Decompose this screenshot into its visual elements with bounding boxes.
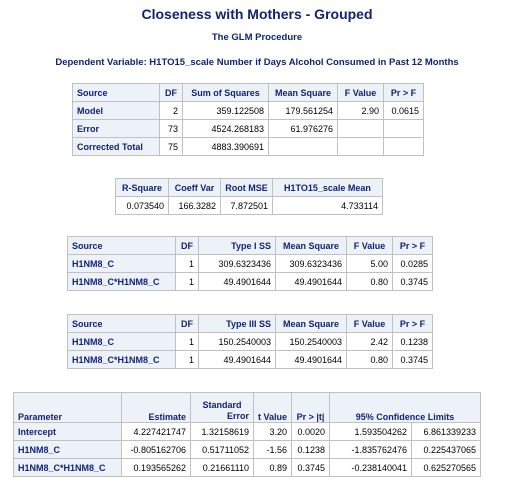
cell-p-value: 0.1238 <box>292 441 330 459</box>
cell-p-value: 0.3745 <box>292 459 330 477</box>
table-header-row <box>68 315 433 333</box>
col-header-sum-of-squares: Sum of Squares <box>183 84 269 102</box>
row-label: Intercept <box>14 423 122 441</box>
cell-p: 0.3745 <box>393 273 433 291</box>
col-header-f-value: F Value <box>338 84 384 102</box>
cell-p: 0.1238 <box>393 333 433 351</box>
cell-df: 1 <box>176 333 199 351</box>
col-header-coeff-var: Coeff Var <box>169 179 221 197</box>
table-row <box>68 351 433 369</box>
col-header-pr-t: Pr > |t| <box>292 393 330 423</box>
cell-upper-limit: 0.225437065 <box>412 441 481 459</box>
row-label: H1NM8_C*H1NM8_C <box>68 273 176 291</box>
cell-f: 5.00 <box>347 255 393 273</box>
col-header-r-square: R-Square <box>116 179 169 197</box>
cell-lower-limit: 1.593504262 <box>330 423 412 441</box>
cell-f: 0.80 <box>347 273 393 291</box>
table-row <box>14 441 481 459</box>
cell-lower-limit: -0.238140041 <box>330 459 412 477</box>
row-label: Model <box>73 102 160 120</box>
col-header-root-mse: Root MSE <box>221 179 273 197</box>
col-header-t-value: t Value <box>254 393 292 423</box>
col-header-f-value: F Value <box>347 237 393 255</box>
cell-root-mse: 7.872501 <box>221 197 273 215</box>
row-label: H1NM8_C*H1NM8_C <box>68 351 176 369</box>
cell-df: 2 <box>160 102 183 120</box>
row-label: H1NM8_C*H1NM8_C <box>14 459 122 477</box>
row-label: H1NM8_C <box>14 441 122 459</box>
cell-ss: 309.6323436 <box>199 255 276 273</box>
row-label: Error <box>73 120 160 138</box>
row-label: Corrected Total <box>73 138 160 156</box>
col-header-source: Source <box>73 84 160 102</box>
cell-ss: 4524.268183 <box>183 120 269 138</box>
table-row <box>14 423 481 441</box>
type-iii-ss-table <box>67 314 433 369</box>
table-header-row <box>73 84 424 102</box>
col-header-df: DF <box>176 315 199 333</box>
cell-standard-error: 1.32158619 <box>191 423 254 441</box>
cell-ms: 150.2540003 <box>276 333 347 351</box>
cell-ss: 150.2540003 <box>199 333 276 351</box>
cell-p: 0.0615 <box>384 102 424 120</box>
col-header-df: DF <box>176 237 199 255</box>
col-header-confidence-limits: 95% Confidence Limits <box>330 393 481 423</box>
col-header-dependent-mean: H1TO15_scale Mean <box>273 179 383 197</box>
col-header-standard-error <box>191 393 254 423</box>
cell-p: 0.0285 <box>393 255 433 273</box>
cell-r-square: 0.073540 <box>116 197 169 215</box>
col-header-pr-f: Pr > F <box>384 84 424 102</box>
table-row <box>68 255 433 273</box>
cell-p: 0.3745 <box>393 351 433 369</box>
col-header-source: Source <box>68 315 176 333</box>
cell-f <box>338 138 384 156</box>
report-title: Closeness with Mothers - Grouped <box>141 6 373 22</box>
table-row <box>68 333 433 351</box>
cell-f <box>338 120 384 138</box>
procedure-title: The GLM Procedure <box>211 32 303 43</box>
cell-ms: 309.6323436 <box>276 255 347 273</box>
cell-t-value: -1.56 <box>254 441 292 459</box>
cell-df: 73 <box>160 120 183 138</box>
col-header-mean-square: Mean Square <box>276 315 347 333</box>
table-row <box>73 120 424 138</box>
col-header-standard-error-top: Standard <box>202 400 242 410</box>
col-header-parameter: Parameter <box>14 393 122 423</box>
cell-f: 2.90 <box>338 102 384 120</box>
cell-p <box>384 120 424 138</box>
cell-standard-error: 0.21661110 <box>191 459 254 477</box>
table-row <box>73 102 424 120</box>
dependent-variable-title: Dependent Variable: H1TO15_scale Number if Days Alcohol Consumed in Past 12 Months <box>55 57 459 68</box>
cell-df: 1 <box>176 255 199 273</box>
col-header-mean-square: Mean Square <box>276 237 347 255</box>
col-header-type-iii-ss: Type III SS <box>199 315 276 333</box>
cell-ms <box>269 138 338 156</box>
cell-upper-limit: 0.625270565 <box>412 459 481 477</box>
cell-ss: 49.4901644 <box>199 351 276 369</box>
fit-statistics-table <box>115 178 383 215</box>
cell-p <box>384 138 424 156</box>
anova-table <box>72 83 424 156</box>
cell-ms: 179.561254 <box>269 102 338 120</box>
parameter-estimates-table <box>13 392 481 477</box>
col-header-pr-f: Pr > F <box>393 237 433 255</box>
cell-estimate: -0.805162706 <box>122 441 191 459</box>
col-header-pr-f: Pr > F <box>393 315 433 333</box>
cell-f: 2.42 <box>347 333 393 351</box>
cell-estimate: 0.193565262 <box>122 459 191 477</box>
cell-f: 0.80 <box>347 351 393 369</box>
table-row <box>73 138 424 156</box>
cell-df: 75 <box>160 138 183 156</box>
cell-upper-limit: 6.861339233 <box>412 423 481 441</box>
cell-standard-error: 0.51711052 <box>191 441 254 459</box>
cell-ms: 49.4901644 <box>276 351 347 369</box>
col-header-df: DF <box>160 84 183 102</box>
cell-coeff-var: 166.3282 <box>169 197 221 215</box>
type-i-ss-table <box>67 236 433 291</box>
table-row <box>68 273 433 291</box>
cell-df: 1 <box>176 351 199 369</box>
table-row <box>14 459 481 477</box>
cell-p-value: 0.0020 <box>292 423 330 441</box>
col-header-standard-error-bottom: Error <box>226 411 249 421</box>
cell-ms: 49.4901644 <box>276 273 347 291</box>
row-label: H1NM8_C <box>68 333 176 351</box>
cell-dependent-mean: 4.733114 <box>273 197 383 215</box>
cell-lower-limit: -1.835762476 <box>330 441 412 459</box>
cell-ss: 4883.390691 <box>183 138 269 156</box>
col-header-mean-square: Mean Square <box>269 84 338 102</box>
cell-ss: 49.4901644 <box>199 273 276 291</box>
cell-estimate: 4.227421747 <box>122 423 191 441</box>
cell-ss: 359.122508 <box>183 102 269 120</box>
table-header-row <box>14 393 481 423</box>
col-header-type-i-ss: Type I SS <box>199 237 276 255</box>
cell-t-value: 0.89 <box>254 459 292 477</box>
cell-df: 1 <box>176 273 199 291</box>
cell-t-value: 3.20 <box>254 423 292 441</box>
col-header-f-value: F Value <box>347 315 393 333</box>
cell-ms: 61.976276 <box>269 120 338 138</box>
col-header-source: Source <box>68 237 176 255</box>
col-header-estimate: Estimate <box>122 393 191 423</box>
row-label: H1NM8_C <box>68 255 176 273</box>
table-row <box>116 197 383 215</box>
table-header-row <box>116 179 383 197</box>
table-header-row <box>68 237 433 255</box>
